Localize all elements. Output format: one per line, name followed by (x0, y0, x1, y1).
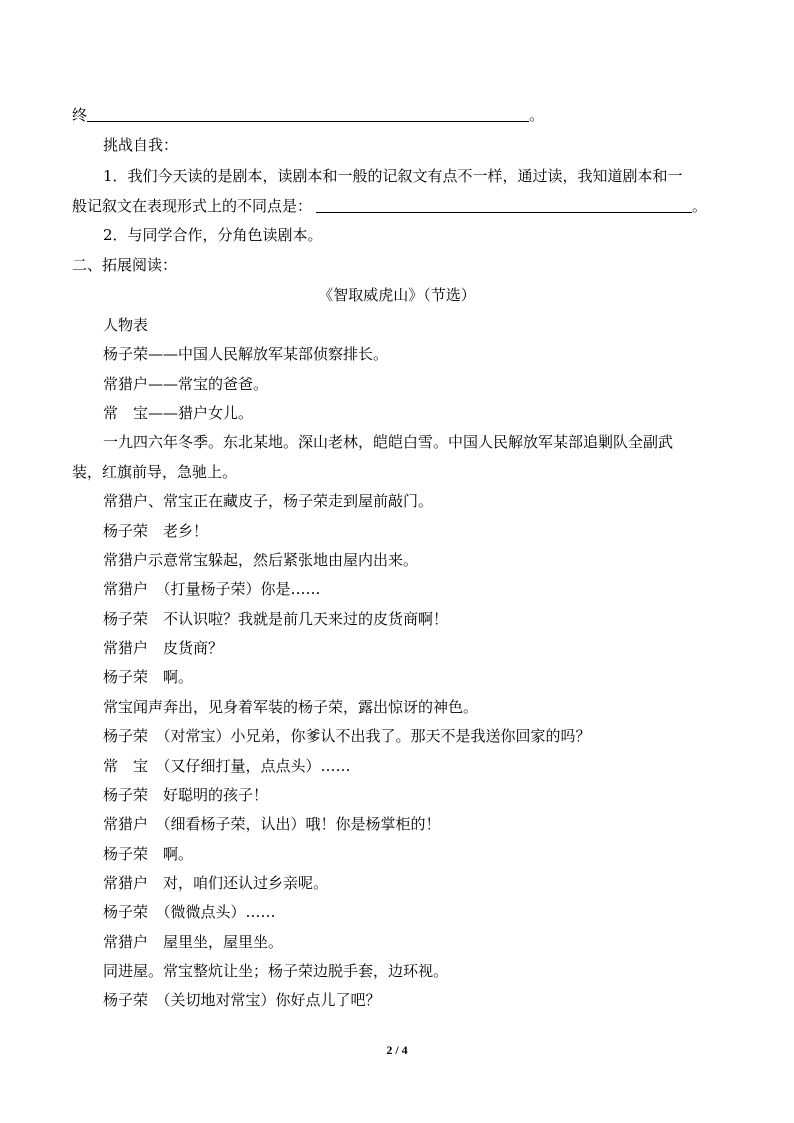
play-line: 常猎户 对，咱们还认过乡亲呢。 (103, 874, 329, 892)
fill-suffix: 。 (529, 106, 545, 124)
play-line: 常猎户、常宝正在藏皮子，杨子荣走到屋前敲门。 (103, 492, 434, 510)
play-line: 常猎户 皮货商？ (103, 639, 224, 657)
play-line: 常猎户 （细看杨子荣，认出）哦！你是杨掌柜的！ (103, 815, 441, 833)
play-line: 杨子荣 啊。 (103, 668, 194, 686)
play-line: 杨子荣 不认识啦？我就是前几天来过的皮货商啊！ (103, 610, 449, 628)
play-line: 杨子荣 老乡！ (103, 522, 209, 540)
page-number: 2 / 4 (386, 1043, 408, 1057)
fill-in-line-top (72, 105, 544, 125)
play-line: 杨子荣——中国人民解放军某部侦察排长。 (103, 345, 389, 363)
question-1-suffix: 。 (692, 197, 708, 215)
answer-blank-top[interactable] (87, 106, 529, 122)
play-line: 常猎户 屋里坐，屋里坐。 (103, 933, 284, 951)
question-1-prefix: 般记叙文在表现形式上的不同点是： (72, 197, 313, 215)
play-line: 常宝闻声奔出，见身着军装的杨子荣，露出惊讶的神色。 (103, 698, 479, 716)
play-line: 杨子荣 好聪明的孩子！ (103, 786, 269, 804)
play-line: 常 宝——猎户女儿。 (103, 404, 254, 422)
play-line: 一九四六年冬季。东北某地。深山老林，皑皑白雪。中国人民解放军某部追剿队全副武 (103, 433, 674, 451)
play-line: 人物表 (103, 316, 149, 334)
answer-blank-q1[interactable] (316, 197, 692, 213)
play-line: 杨子荣 （关切地对常宝）你好点儿了吧？ (103, 991, 381, 1009)
play-line: 杨子荣 啊。 (103, 845, 194, 863)
question-2: 2．与同学合作，分角色读剧本。 (103, 226, 323, 244)
play-line: 同进屋。常宝整炕让坐；杨子荣边脱手套，边环视。 (103, 962, 449, 980)
section-heading: 二、拓展阅读： (72, 256, 178, 274)
play-line: 杨子荣 （对常宝）小兄弟，你爹认不出我了。那天不是我送你回家的吗？ (103, 727, 591, 745)
play-line: 常 宝 （又仔细打量，点点头）…… (103, 757, 351, 775)
play-line: 常猎户 （打量杨子荣）你是…… (103, 580, 321, 598)
play-line: 杨子荣 （微微点头）…… (103, 903, 276, 921)
fill-prefix: 终 (72, 106, 88, 124)
play-title: 《智取威虎山》（节选） (318, 286, 476, 304)
play-line: 装，红旗前导，急驰上。 (72, 463, 238, 481)
question-1-line-1: 1．我们今天读的是剧本，读剧本和一般的记叙文有点不一样，通过读，我知道剧本和一 (103, 167, 683, 185)
challenge-heading: 挑战自我： (103, 136, 179, 154)
question-1-line-2 (72, 196, 707, 216)
play-line: 常猎户示意常宝躲起，然后紧张地由屋内出来。 (103, 551, 419, 569)
play-line: 常猎户——常宝的爸爸。 (103, 375, 269, 393)
